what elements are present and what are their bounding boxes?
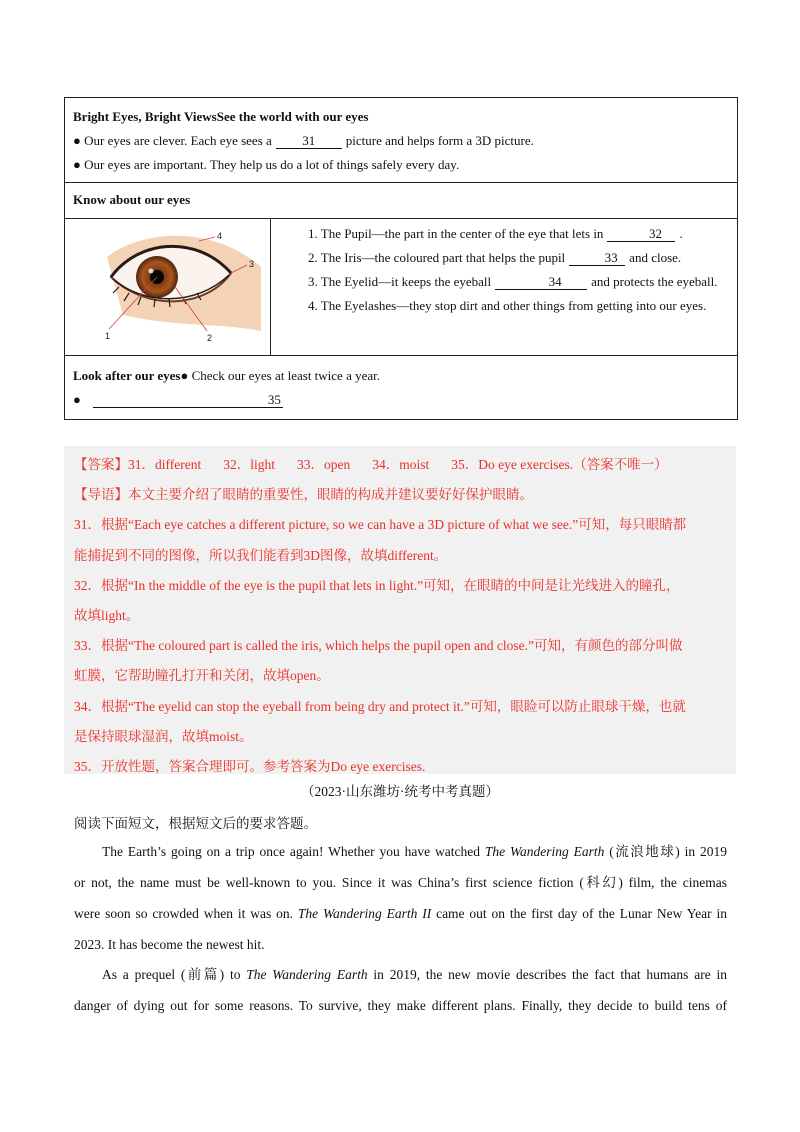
p1-line-4: 2023. It has become the newest hit. <box>74 937 265 952</box>
p2-line-1: As a prequel (前篇) to The Wandering Earth in 2019, the new movie describes the fact that humans are in <box>102 967 727 982</box>
eye-diagram <box>103 227 263 345</box>
explain-32-a: 32．根据“In the middle of the eye is the pupil that lets in light.”可知，在眼睛的中间是让光线进入的瞳孔， <box>74 577 680 593</box>
explain-34-b: 是保持眼球湿润，故填moist。 <box>74 728 253 744</box>
diagram-label-1: 1 <box>105 331 111 341</box>
intro-line-2: ● Our eyes are important. They help us do a lot of things safely every day. <box>73 157 460 172</box>
p1-line-1: The Earth’s going on a trip once again! Whether you have watched The Wandering Earth (流浪地球) in 2019 <box>102 844 728 859</box>
diagram-label-2: 2 <box>207 333 213 343</box>
item-eyelid: 3. The Eyelid—it keeps the eyeball 34 and protects the eyeball. <box>308 274 718 289</box>
blank-33: 33 <box>569 251 625 266</box>
paragraph-1 <box>74 836 727 960</box>
item-eyelashes: 4. The Eyelashes—they stop dirt and other things from getting into our eyes. <box>308 298 707 313</box>
paragraph-2 <box>74 959 727 1021</box>
worksheet-table <box>64 97 738 420</box>
know-heading-row <box>65 183 737 219</box>
intro-line-1: ● Our eyes are clever. Each eye sees a 31 picture and helps form a 3D picture. <box>73 133 534 148</box>
worksheet-title: Bright Eyes, Bright ViewsSee the world with our eyes <box>73 109 369 124</box>
explain-34-a: 34．根据“The eyelid can stop the eyeball from being dry and protect it.”可知，眼睑可以防止眼球干燥，也就 <box>74 698 686 714</box>
explain-32-b: 故填light。 <box>74 608 140 624</box>
look-heading: Look after our eyes <box>73 368 181 383</box>
look-after-blank-line: ● 35 <box>73 392 281 407</box>
item-pupil: 1. The Pupil—the part in the center of the eye that lets in 32 . <box>308 226 683 241</box>
p2-line-2: danger of dying out for some reasons. To survive, they make different plans. Finally, they decide to build tens of <box>74 998 727 1013</box>
blank-31: 31 <box>276 134 342 149</box>
item-iris: 2. The Iris—the coloured part that helps the pupil 33 and close. <box>308 250 682 265</box>
guide-line: 【导语】本文主要介绍了眼睛的重要性，眼睛的构成并建议要好好保护眼睛。 <box>74 487 533 503</box>
know-heading: Know about our eyes <box>73 192 191 207</box>
explain-33-a: 33．根据“The coloured part is called the iris, which helps the pupil open and close.”可知，有颜色的部分叫做 <box>74 638 683 654</box>
diagram-label-4: 4 <box>217 231 223 241</box>
exam-source: （2023·山东潍坊·统考中考真题） <box>301 784 499 799</box>
explain-31-b: 能捕捉到不同的图像，所以我们能看到3D图像，故填different。 <box>74 547 448 563</box>
diagram-label-3: 3 <box>249 259 255 269</box>
eye-parts-text <box>271 219 737 355</box>
look-after-line: Look after our eyes● Check our eyes at least twice a year. <box>73 368 381 383</box>
p1-line-3: were soon so crowded when it was on. The Wandering Earth II came out on the first day of the Lunar New Year in <box>74 906 727 921</box>
answer-box <box>64 446 736 774</box>
p1-line-2: or not, the name must be well-known to you. Since it was China’s first science fiction (科幻) film, the cinemas <box>74 875 727 890</box>
reading-instruction: 阅读下面短文，根据短文后的要求答题。 <box>74 816 317 831</box>
explain-33-b: 虹膜，它帮助瞳孔打开和关闭，故填open。 <box>74 668 330 684</box>
blank-34: 34 <box>495 275 587 290</box>
eye-diagram-cell <box>65 219 271 355</box>
look-after-row <box>65 356 737 419</box>
explain-31-a: 31．根据“Each eye catches a different picture, so we can have a 3D picture of what we see.”可知，每只眼睛都 <box>74 517 687 533</box>
explain-35: 35．开放性题，答案合理即可。参考答案为Do eye exercises. <box>74 759 426 775</box>
blank-32: 32 <box>607 227 675 242</box>
blank-35: 35 <box>93 393 283 408</box>
answer-key-line: 【答案】31．different 32．light 33．open 34．moist 35．Do eye exercises.（答案不唯一） <box>74 457 668 472</box>
intro-row <box>65 98 737 183</box>
eye-parts-row <box>65 219 737 356</box>
